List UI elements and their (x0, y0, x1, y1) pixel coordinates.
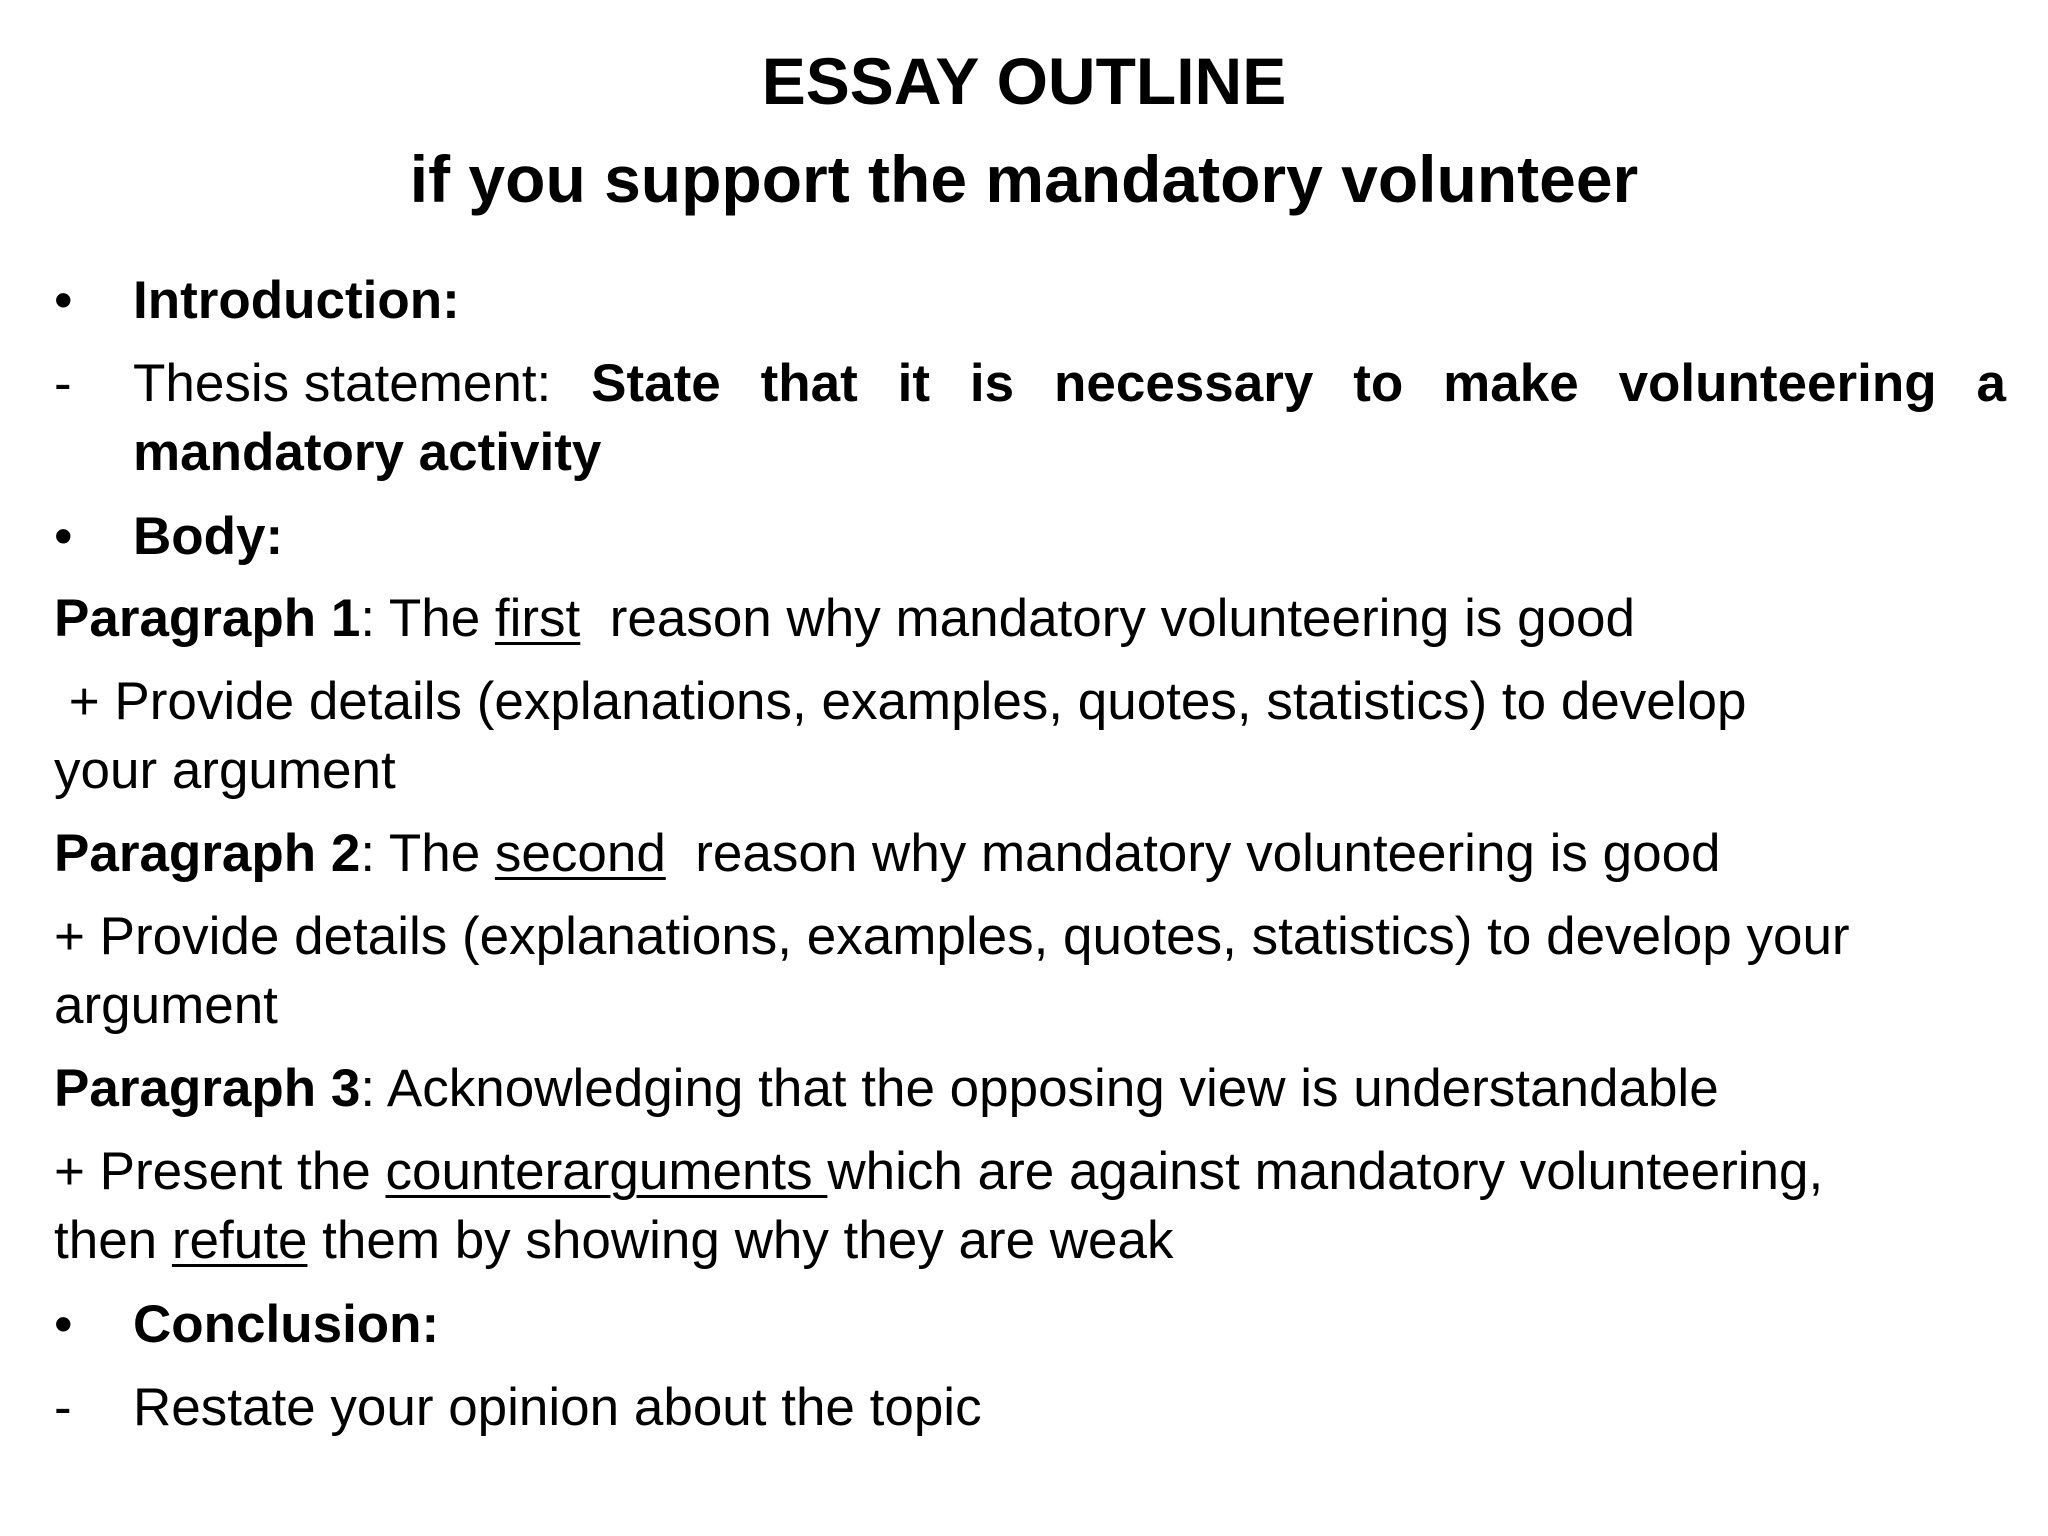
paragraph-2-label: Paragraph 2 (54, 824, 361, 883)
paragraph-1-detail-line-1: + Provide details (explanations, examples, quotes, statistics) to develop (54, 672, 1747, 731)
dash-thesis: - (54, 354, 72, 413)
dash-conclusion: - (54, 1378, 72, 1437)
thesis-word: it (897, 354, 931, 413)
introduction-heading: Introduction: (133, 271, 460, 330)
paragraph-2-line (54, 824, 1721, 883)
paragraph-2-detail-line-1: + Provide details (explanations, examples, quotes, statistics) to develop your (54, 907, 1850, 966)
paragraph-1-text-b: reason why mandatory volunteering is good (580, 589, 1636, 648)
title-line-2: if you support the mandatory volunteer (409, 142, 1639, 216)
conclusion-heading: Conclusion: (133, 1295, 440, 1354)
paragraph-1-detail-line-2: your argument (54, 741, 396, 800)
paragraph-1-text-a: : The (360, 589, 495, 648)
paragraph-1-line (54, 589, 1636, 648)
bullet-conclusion: • (54, 1295, 73, 1354)
thesis-word: State (591, 354, 721, 413)
paragraph-3-detail-b: which are against mandatory volunteering, (827, 1142, 1824, 1201)
thesis-line-1 (133, 354, 2006, 413)
paragraph-3-label: Paragraph 3 (54, 1059, 361, 1118)
thesis-word: make (1443, 354, 1579, 413)
paragraph-3-text: : Acknowledging that the opposing view is understandable (360, 1059, 1719, 1118)
thesis-word: volunteering (1618, 354, 1937, 413)
thesis-word: that (760, 354, 858, 413)
thesis-word: necessary (1054, 354, 1314, 413)
thesis-word: a (1976, 354, 2006, 413)
conclusion-item: Restate your opinion about the topic (133, 1378, 982, 1437)
title-line-1: ESSAY OUTLINE (761, 44, 1287, 118)
paragraph-3-detail-line-2 (54, 1211, 1174, 1270)
paragraph-1-label: Paragraph 1 (54, 589, 361, 648)
bullet-body: • (54, 507, 73, 566)
paragraph-3-detail-d: them by showing why they are weak (307, 1211, 1174, 1270)
paragraph-1-underlined: first (494, 589, 581, 648)
refute-underlined: refute (171, 1211, 308, 1270)
thesis-word: is (969, 354, 1015, 413)
thesis-label: Thesis statement: (133, 354, 552, 413)
paragraph-3-line (54, 1059, 1719, 1118)
counterarguments-underlined: counterarguments (385, 1142, 828, 1201)
paragraph-2-text-a: : The (360, 824, 495, 883)
paragraph-3-detail-a: + Present the (54, 1142, 386, 1201)
paragraph-3-detail-line-1 (54, 1142, 1824, 1201)
thesis-line-2: mandatory activity (133, 423, 602, 482)
body-heading: Body: (133, 507, 284, 566)
paragraph-2-text-b: reason why mandatory volunteering is good (665, 824, 1721, 883)
paragraph-3-detail-c: then (54, 1211, 172, 1270)
bullet-introduction: • (54, 271, 73, 330)
paragraph-2-underlined: second (494, 824, 666, 883)
paragraph-2-detail-line-2: argument (54, 976, 278, 1035)
thesis-word: to (1353, 354, 1404, 413)
